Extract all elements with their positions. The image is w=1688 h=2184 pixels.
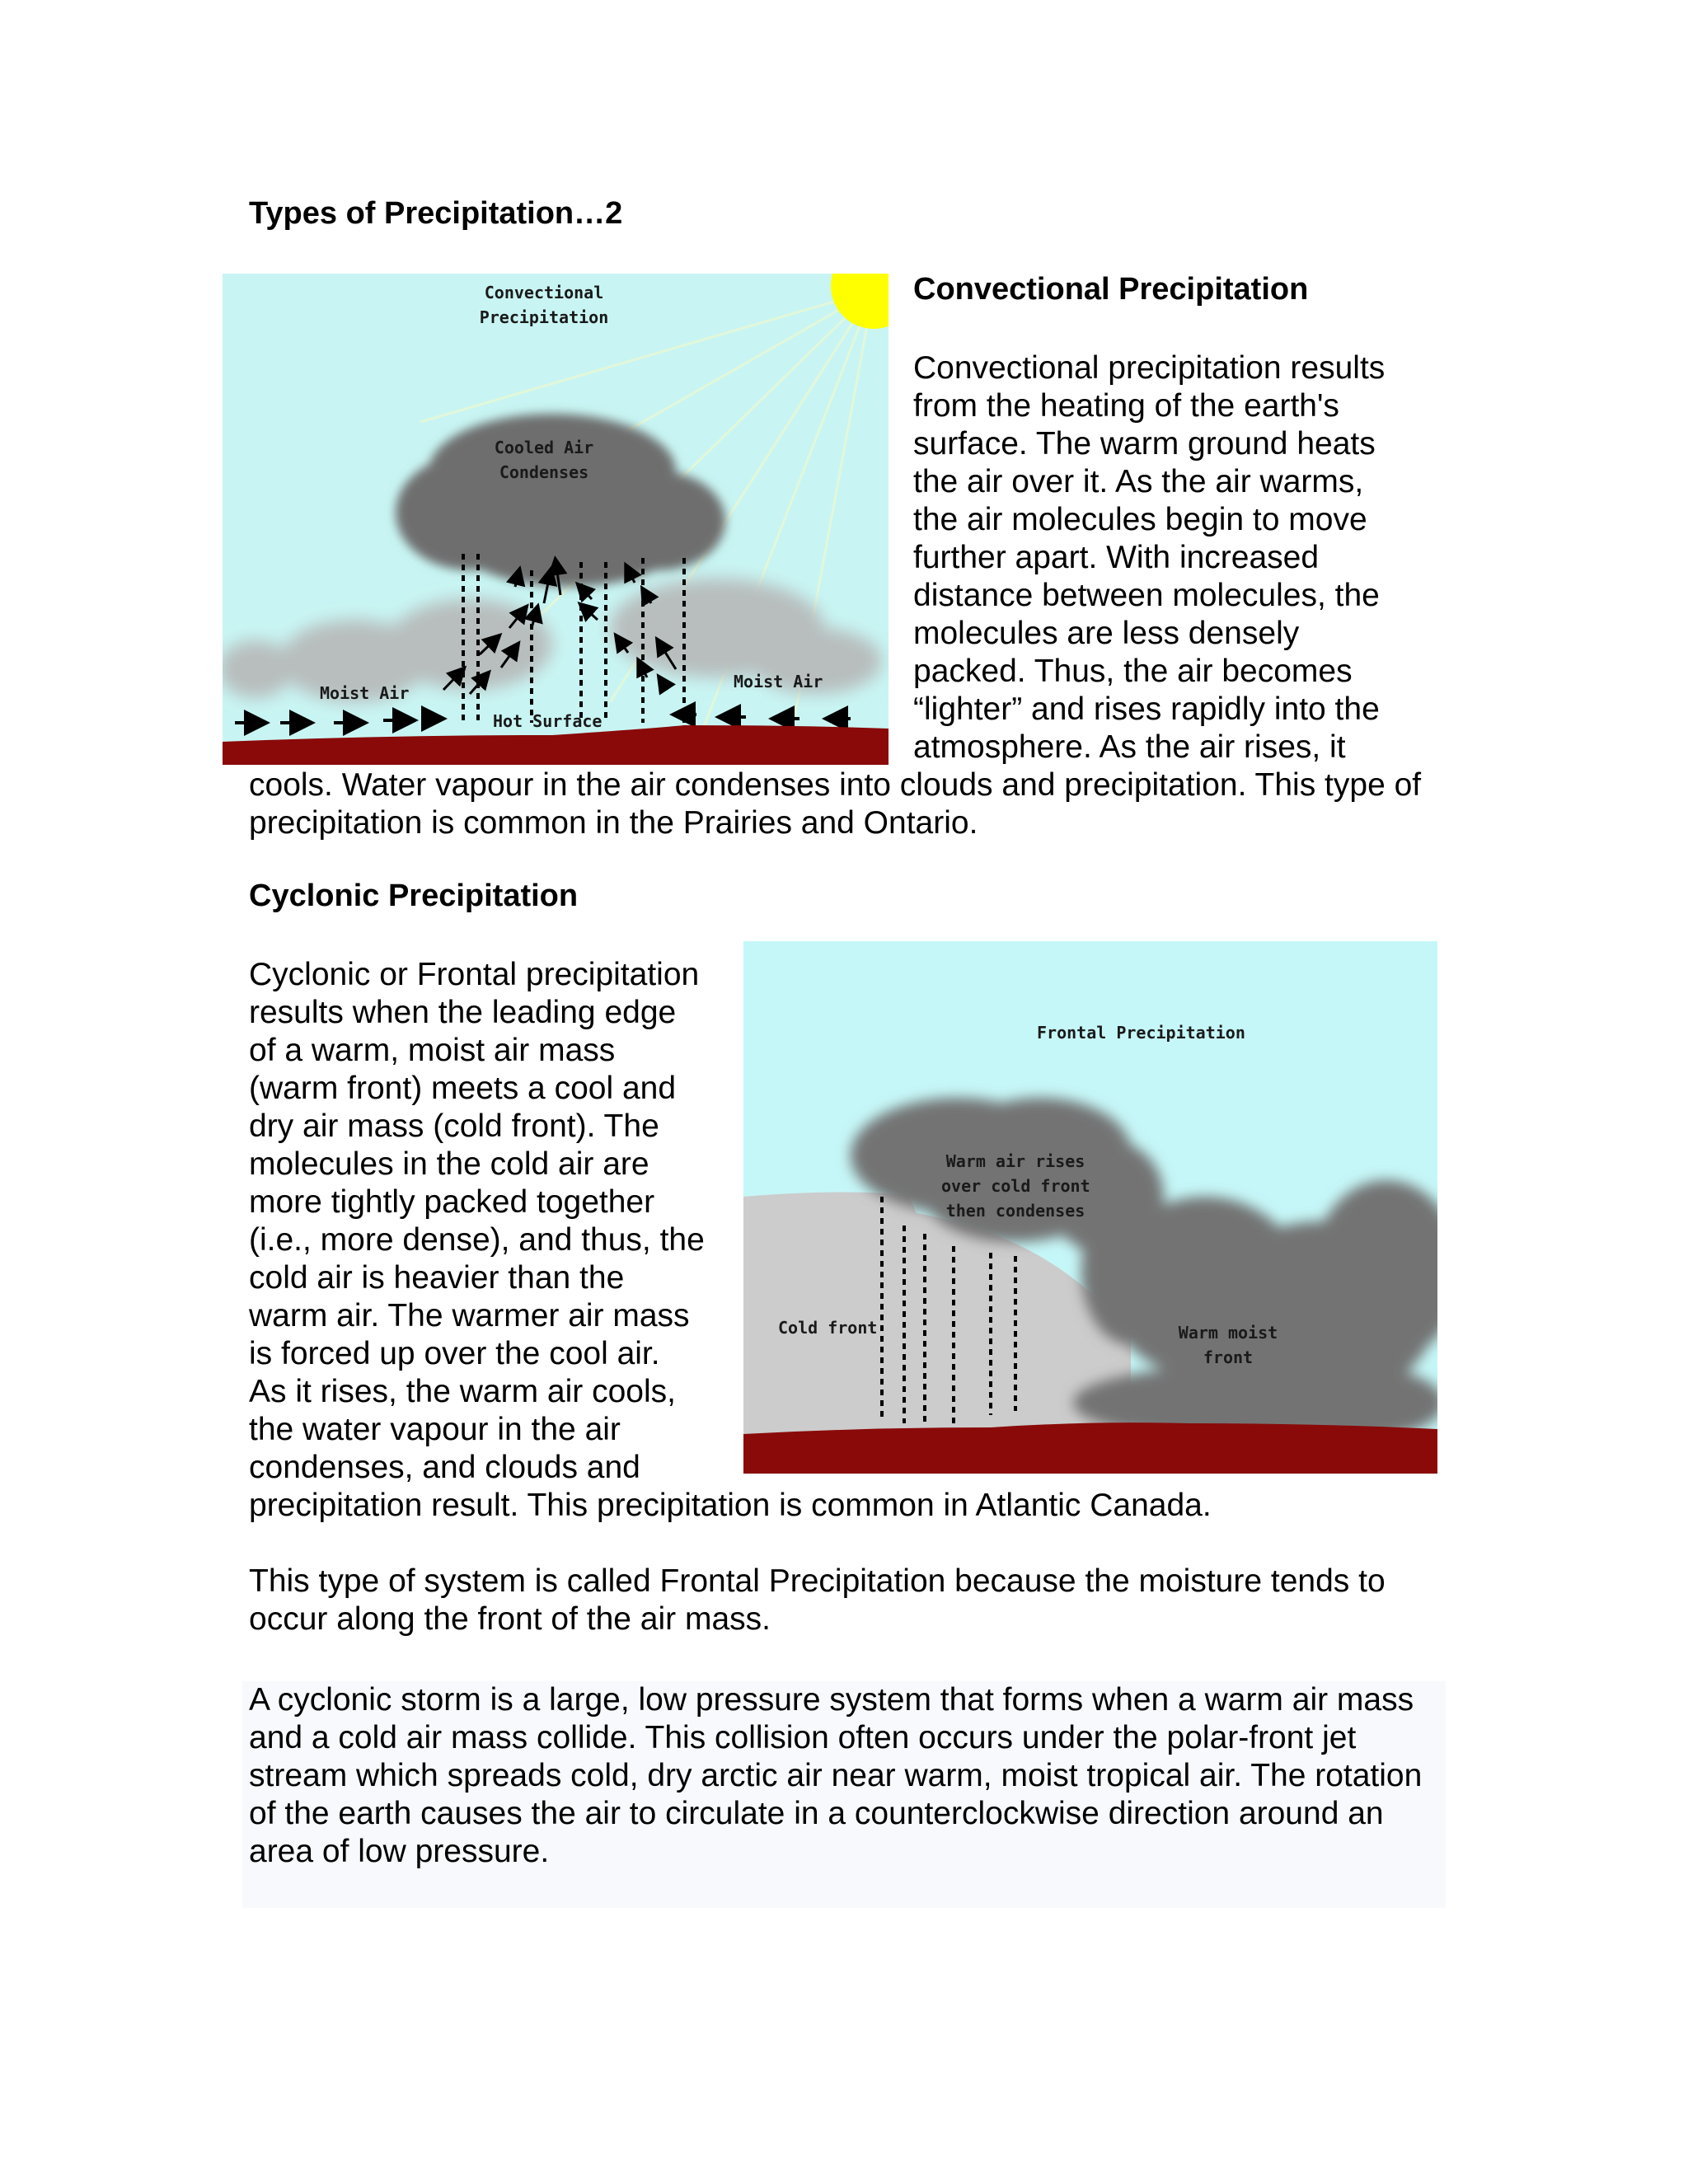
frontal-precipitation-diagram xyxy=(743,941,1437,1474)
cyclonic-continuation: precipitation result. This precipitation is common in Atlantic Canada. xyxy=(249,1488,1212,1523)
cyclonic-line-9: cold air is heavier than the xyxy=(249,1260,625,1296)
cyclonic-line-2: results when the leading edge xyxy=(249,995,677,1030)
convectional-line-7: distance between molecules, the xyxy=(913,578,1380,613)
cyclonic-line-7: more tightly packed together xyxy=(249,1184,655,1220)
cyclonic-body xyxy=(249,956,743,1487)
cyclonic-line-8: (i.e., more dense), and thus, the xyxy=(249,1222,705,1258)
cyclonic-line-10: warm air. The warmer air mass xyxy=(249,1298,690,1333)
warm-front-line-1: Warm moist xyxy=(1178,1323,1278,1343)
cyclonic-line-6: molecules in the cold air are xyxy=(249,1146,649,1182)
convectional-line-11: atmosphere. As the air rises, it xyxy=(913,729,1346,765)
convectional-line-5: the air molecules begin to move xyxy=(913,502,1367,537)
convectional-line-6: further apart. With increased xyxy=(913,540,1320,575)
cyclonic-line-12: As it rises, the warm air cools, xyxy=(249,1374,676,1409)
convectional-line-1: Convectional precipitation results xyxy=(913,350,1386,386)
warm-front-line-2: front xyxy=(1203,1347,1254,1367)
convectional-line-4: the air over it. As the air warms, xyxy=(913,464,1364,499)
page-title: Types of Precipitation…2 xyxy=(249,196,623,231)
cloud-label-line-1: Cooled Air xyxy=(494,438,594,457)
frontal-figure-title: Frontal Precipitation xyxy=(1037,1023,1245,1043)
convectional-line-9: packed. Thus, the air becomes xyxy=(913,654,1353,689)
frontal-ground xyxy=(743,1422,1437,1474)
cold-front-label: Cold front xyxy=(778,1318,878,1338)
cyclonic-line-11: is forced up over the cool air. xyxy=(249,1336,660,1371)
moist-air-left-label: Moist Air xyxy=(320,683,410,703)
convectional-line-8: molecules are less densely xyxy=(913,616,1300,651)
convectional-continuation: cools. Water vapour in the air condenses into clouds and precipitation. This type of precipitation is common in the Prairies and Ontario. xyxy=(249,767,1422,841)
cyclonic-heading: Cyclonic Precipitation xyxy=(249,879,579,913)
frontal-note-paragraph: This type of system is called Frontal Precipitation because the moisture tends to occur along the front of the air mass. xyxy=(249,1563,1386,1637)
hot-surface-label: Hot Surface xyxy=(493,711,603,731)
cyclonic-line-3: of a warm, moist air mass xyxy=(249,1033,616,1068)
convectional-line-3: surface. The warm ground heats xyxy=(913,426,1376,462)
cyclonic-storm-paragraph: A cyclonic storm is a large, low pressure system that forms when a warm air mass and a cold air mass collide. This collision often occurs under the polar-front jet stream which spreads cold, dry arctic air near warm, moist tropical air. The rotation of the earth causes the air to circulate in a counterclockwise direction around an area of low pressure. xyxy=(249,1682,1423,1869)
cyclonic-line-4: (warm front) meets a cool and xyxy=(249,1071,677,1106)
convectional-body xyxy=(913,349,1556,766)
moist-air-right-label: Moist Air xyxy=(734,672,823,691)
cyclonic-line-13: the water vapour in the air xyxy=(249,1412,621,1447)
cyclonic-storm-box xyxy=(242,1681,1446,1908)
convectional-line-10: “lighter” and rises rapidly into the xyxy=(913,691,1380,727)
frontal-cloud-line-2: over cold front xyxy=(941,1176,1090,1196)
cloud-label-line-2: Condenses xyxy=(499,462,589,482)
cyclonic-line-1: Cyclonic or Frontal precipitation xyxy=(249,957,700,992)
warm-air-rises-label xyxy=(941,1149,1090,1223)
figure-title-line-2: Precipitation xyxy=(479,307,609,327)
convectional-figure-title xyxy=(474,280,614,330)
frontal-cloud-line-3: then condenses xyxy=(945,1201,1085,1221)
warm-moist-front-label xyxy=(1162,1320,1294,1370)
frontal-cloud-line-1: Warm air rises xyxy=(945,1151,1085,1171)
cyclonic-line-5: dry air mass (cold front). The xyxy=(249,1108,659,1144)
cyclonic-line-14: condenses, and clouds and xyxy=(249,1450,640,1485)
convectional-precipitation-diagram xyxy=(223,274,889,765)
cooled-air-label xyxy=(490,435,598,485)
convectional-heading: Convectional Precipitation xyxy=(913,272,1309,307)
convectional-line-2: from the heating of the earth's xyxy=(913,388,1339,424)
figure-title-line-1: Convectional xyxy=(484,283,604,302)
